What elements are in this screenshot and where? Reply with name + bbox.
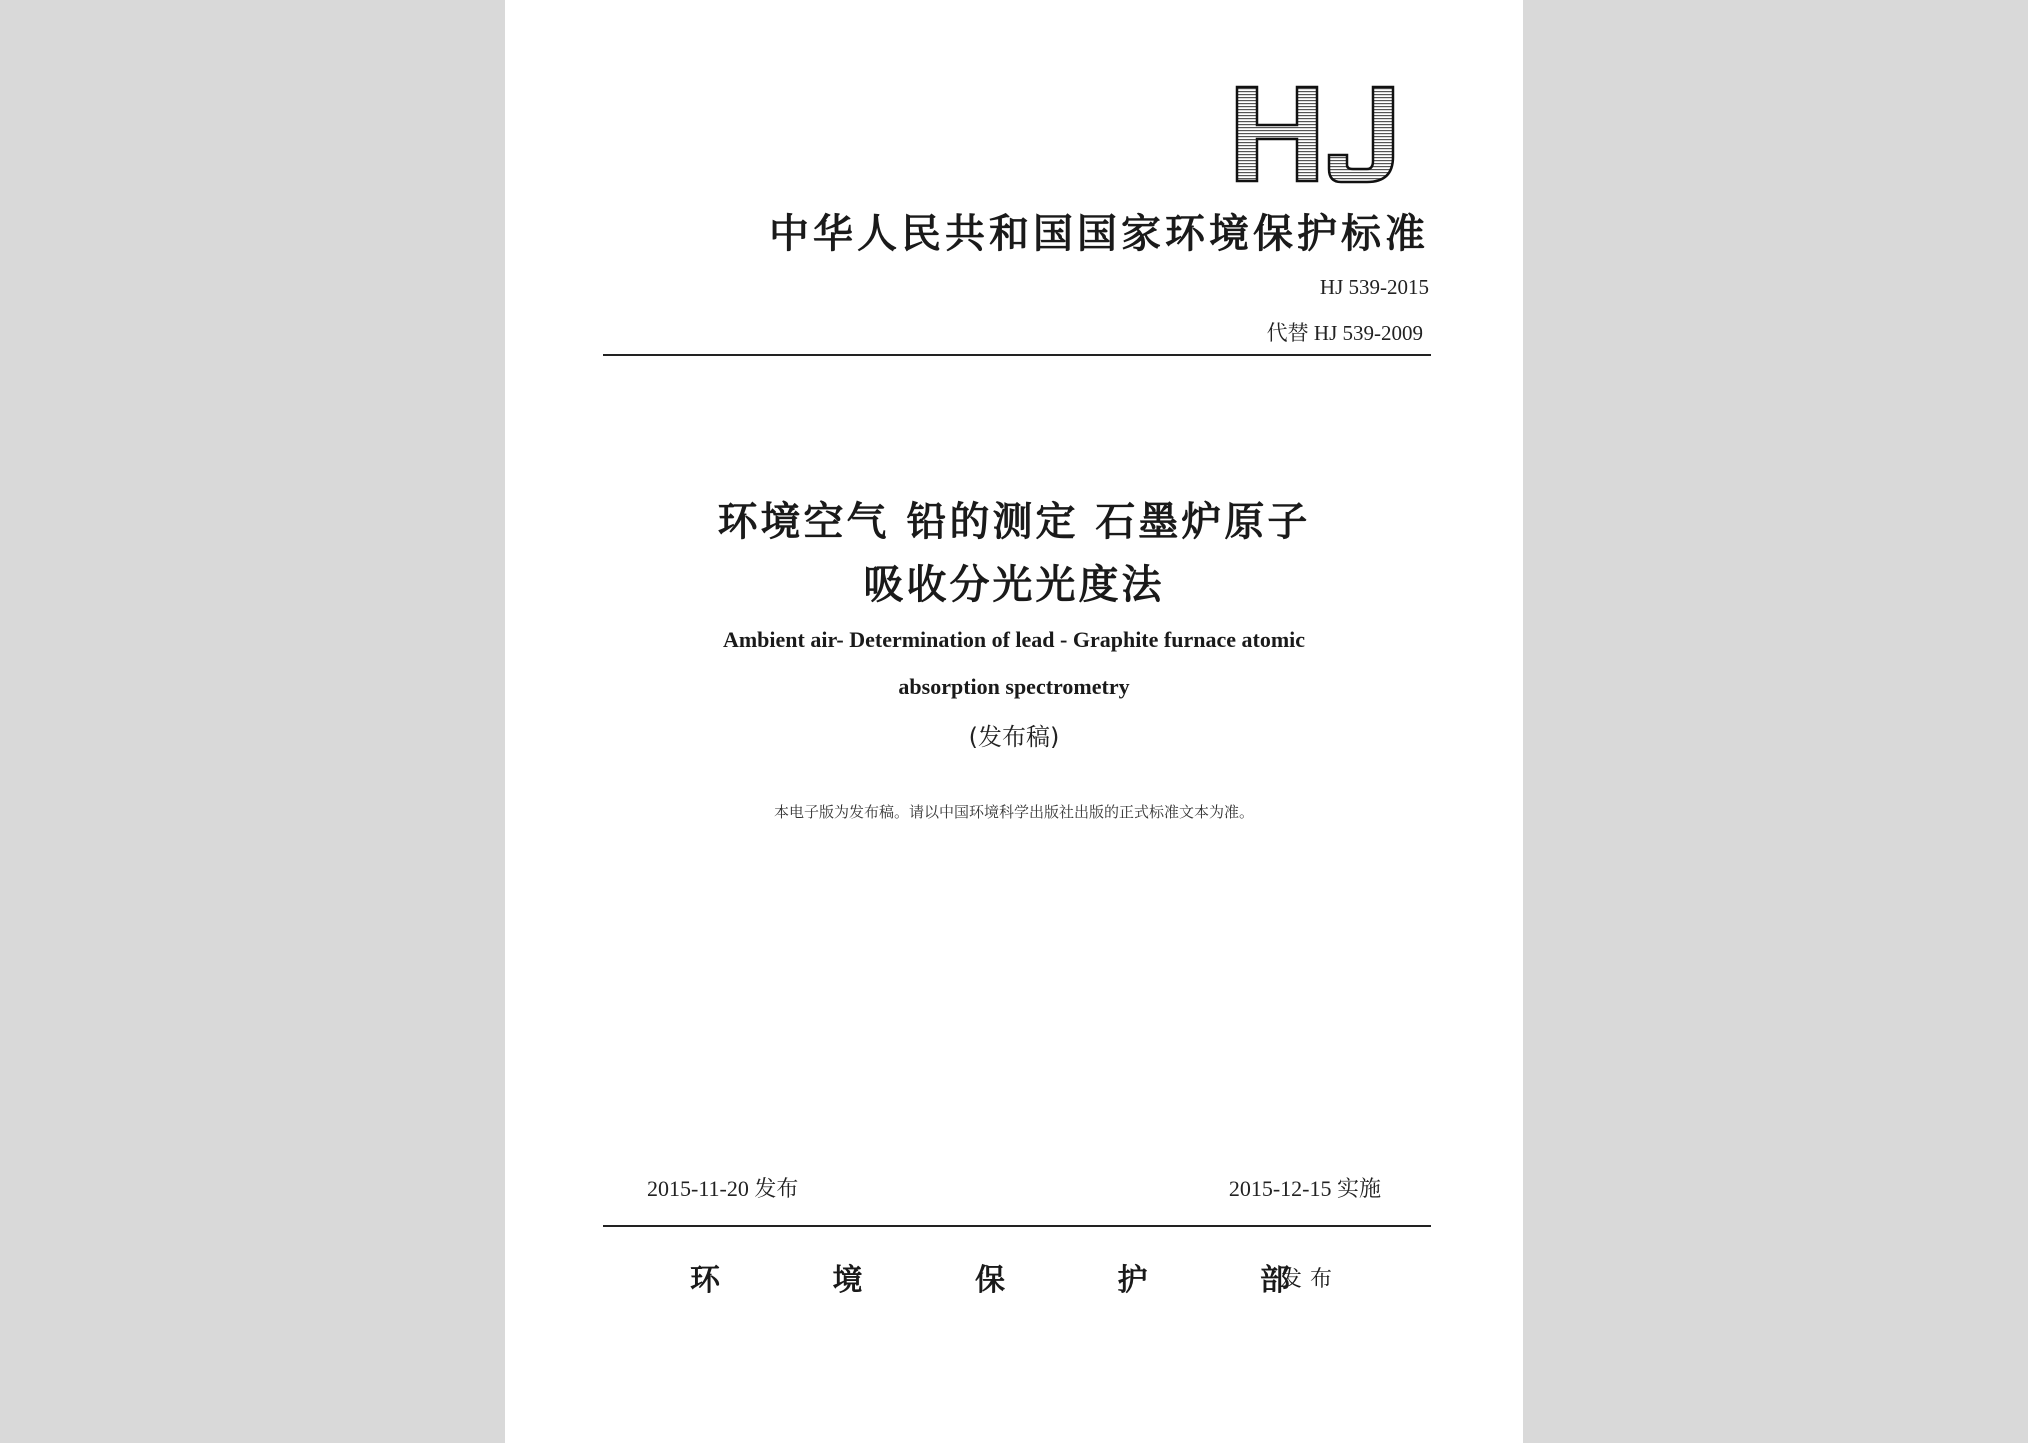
publish-date: 2015-11-20 发布 (647, 1176, 799, 1201)
standard-number: HJ 539-2015 (1319, 275, 1429, 299)
title-en-line1: Ambient air- Determination of lead - Graphite furnace atomic (722, 627, 1306, 652)
org-title: 中华人民共和国国家环境保护标准 (769, 211, 1429, 257)
publisher-name (690, 1255, 1290, 1299)
replaces-standard: 代替 HJ 539-2009 (1266, 321, 1423, 345)
title-en-line2: absorption spectrometry (898, 674, 1130, 699)
hj-logo (1235, 85, 1415, 185)
publisher-char: 部 (1260, 1263, 1290, 1298)
footer-divider (603, 1225, 1431, 1227)
publisher-char: 护 (1117, 1263, 1148, 1298)
implement-date: 2015-12-15 实施 (1228, 1176, 1381, 1201)
publisher-char: 保 (975, 1263, 1005, 1298)
document-page (505, 0, 1523, 1443)
header-divider (603, 354, 1431, 356)
publish-label: 发布 (1280, 1267, 1341, 1292)
publisher-char: 境 (832, 1263, 863, 1298)
title-cn-line1: 环境空气 铅的测定 石墨炉原子 (717, 499, 1311, 545)
publisher-char: 环 (690, 1263, 720, 1298)
draft-label: (发布稿) (968, 723, 1060, 751)
title-cn-line2: 吸收分光光度法 (863, 562, 1165, 608)
electronic-version-note: 本电子版为发布稿。请以中国环境科学出版社出版的正式标准文本为准。 (773, 803, 1254, 821)
